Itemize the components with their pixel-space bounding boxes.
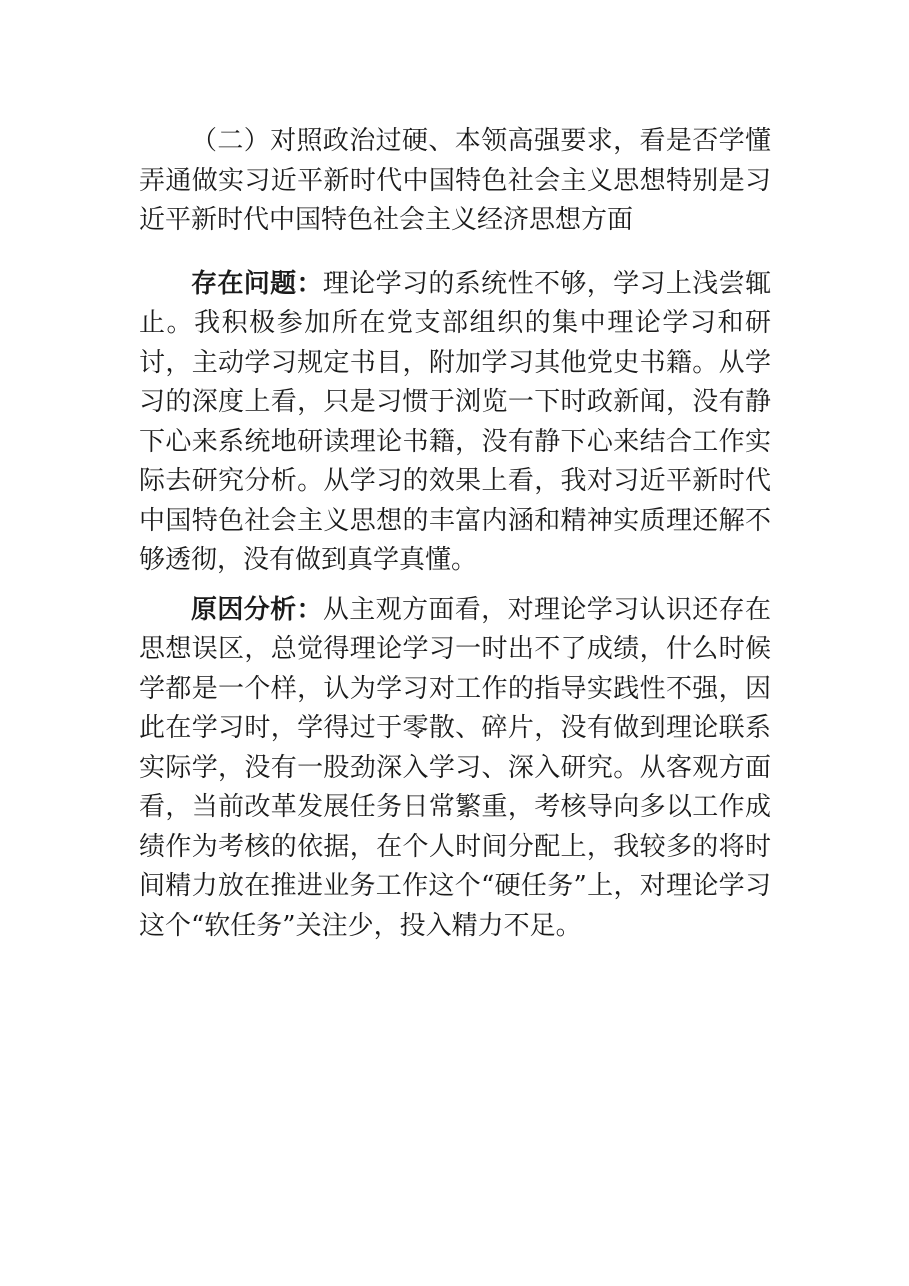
cause-label: 原因分析： [191, 594, 323, 625]
cause-text: 从主观方面看，对理论学习认识还存在思想误区，总觉得理论学习一时出不了成绩，什么时候学都是一个样，认为学习对工作的指导实践性不强，因此在学习时，学得过于零散、碎片，没有做到理论联系实际学，没有一股劲深入学习、深入研究。从客观方面看，当前改革发展任务日常繁重，考核导向多以工作成绩作为考核的依据，在个人时间分配上，我较多的将时间精力放在推进业务工作这个“硬任务”上，对理论学习这个“软任务”关注少，投入精力不足。 [139, 594, 771, 941]
section-heading: （二）对照政治过硬、本领高强要求，看是否学懂弄通做实习近平新时代中国特色社会主义思想特别是习近平新时代中国特色社会主义经济思想方面 [139, 126, 771, 235]
cause-paragraph [139, 591, 771, 947]
document-page [139, 122, 771, 956]
problem-text: 理论学习的系统性不够，学习上浅尝辄止。我积极参加所在党支部组织的集中理论学习和研讨，主动学习规定书目，附加学习其他党史书籍。从学习的深度上看，只是习惯于浏览一下时政新闻，没有静下心来系统地研读理论书籍，没有静下心来结合工作实际去研究分析。从学习的效果上看，我对习近平新时代中国特色社会主义思想的丰富内涵和精神实质理还解不够透彻，没有做到真学真懂。 [139, 268, 771, 575]
problem-label: 存在问题： [191, 268, 323, 299]
problem-paragraph [139, 265, 771, 581]
